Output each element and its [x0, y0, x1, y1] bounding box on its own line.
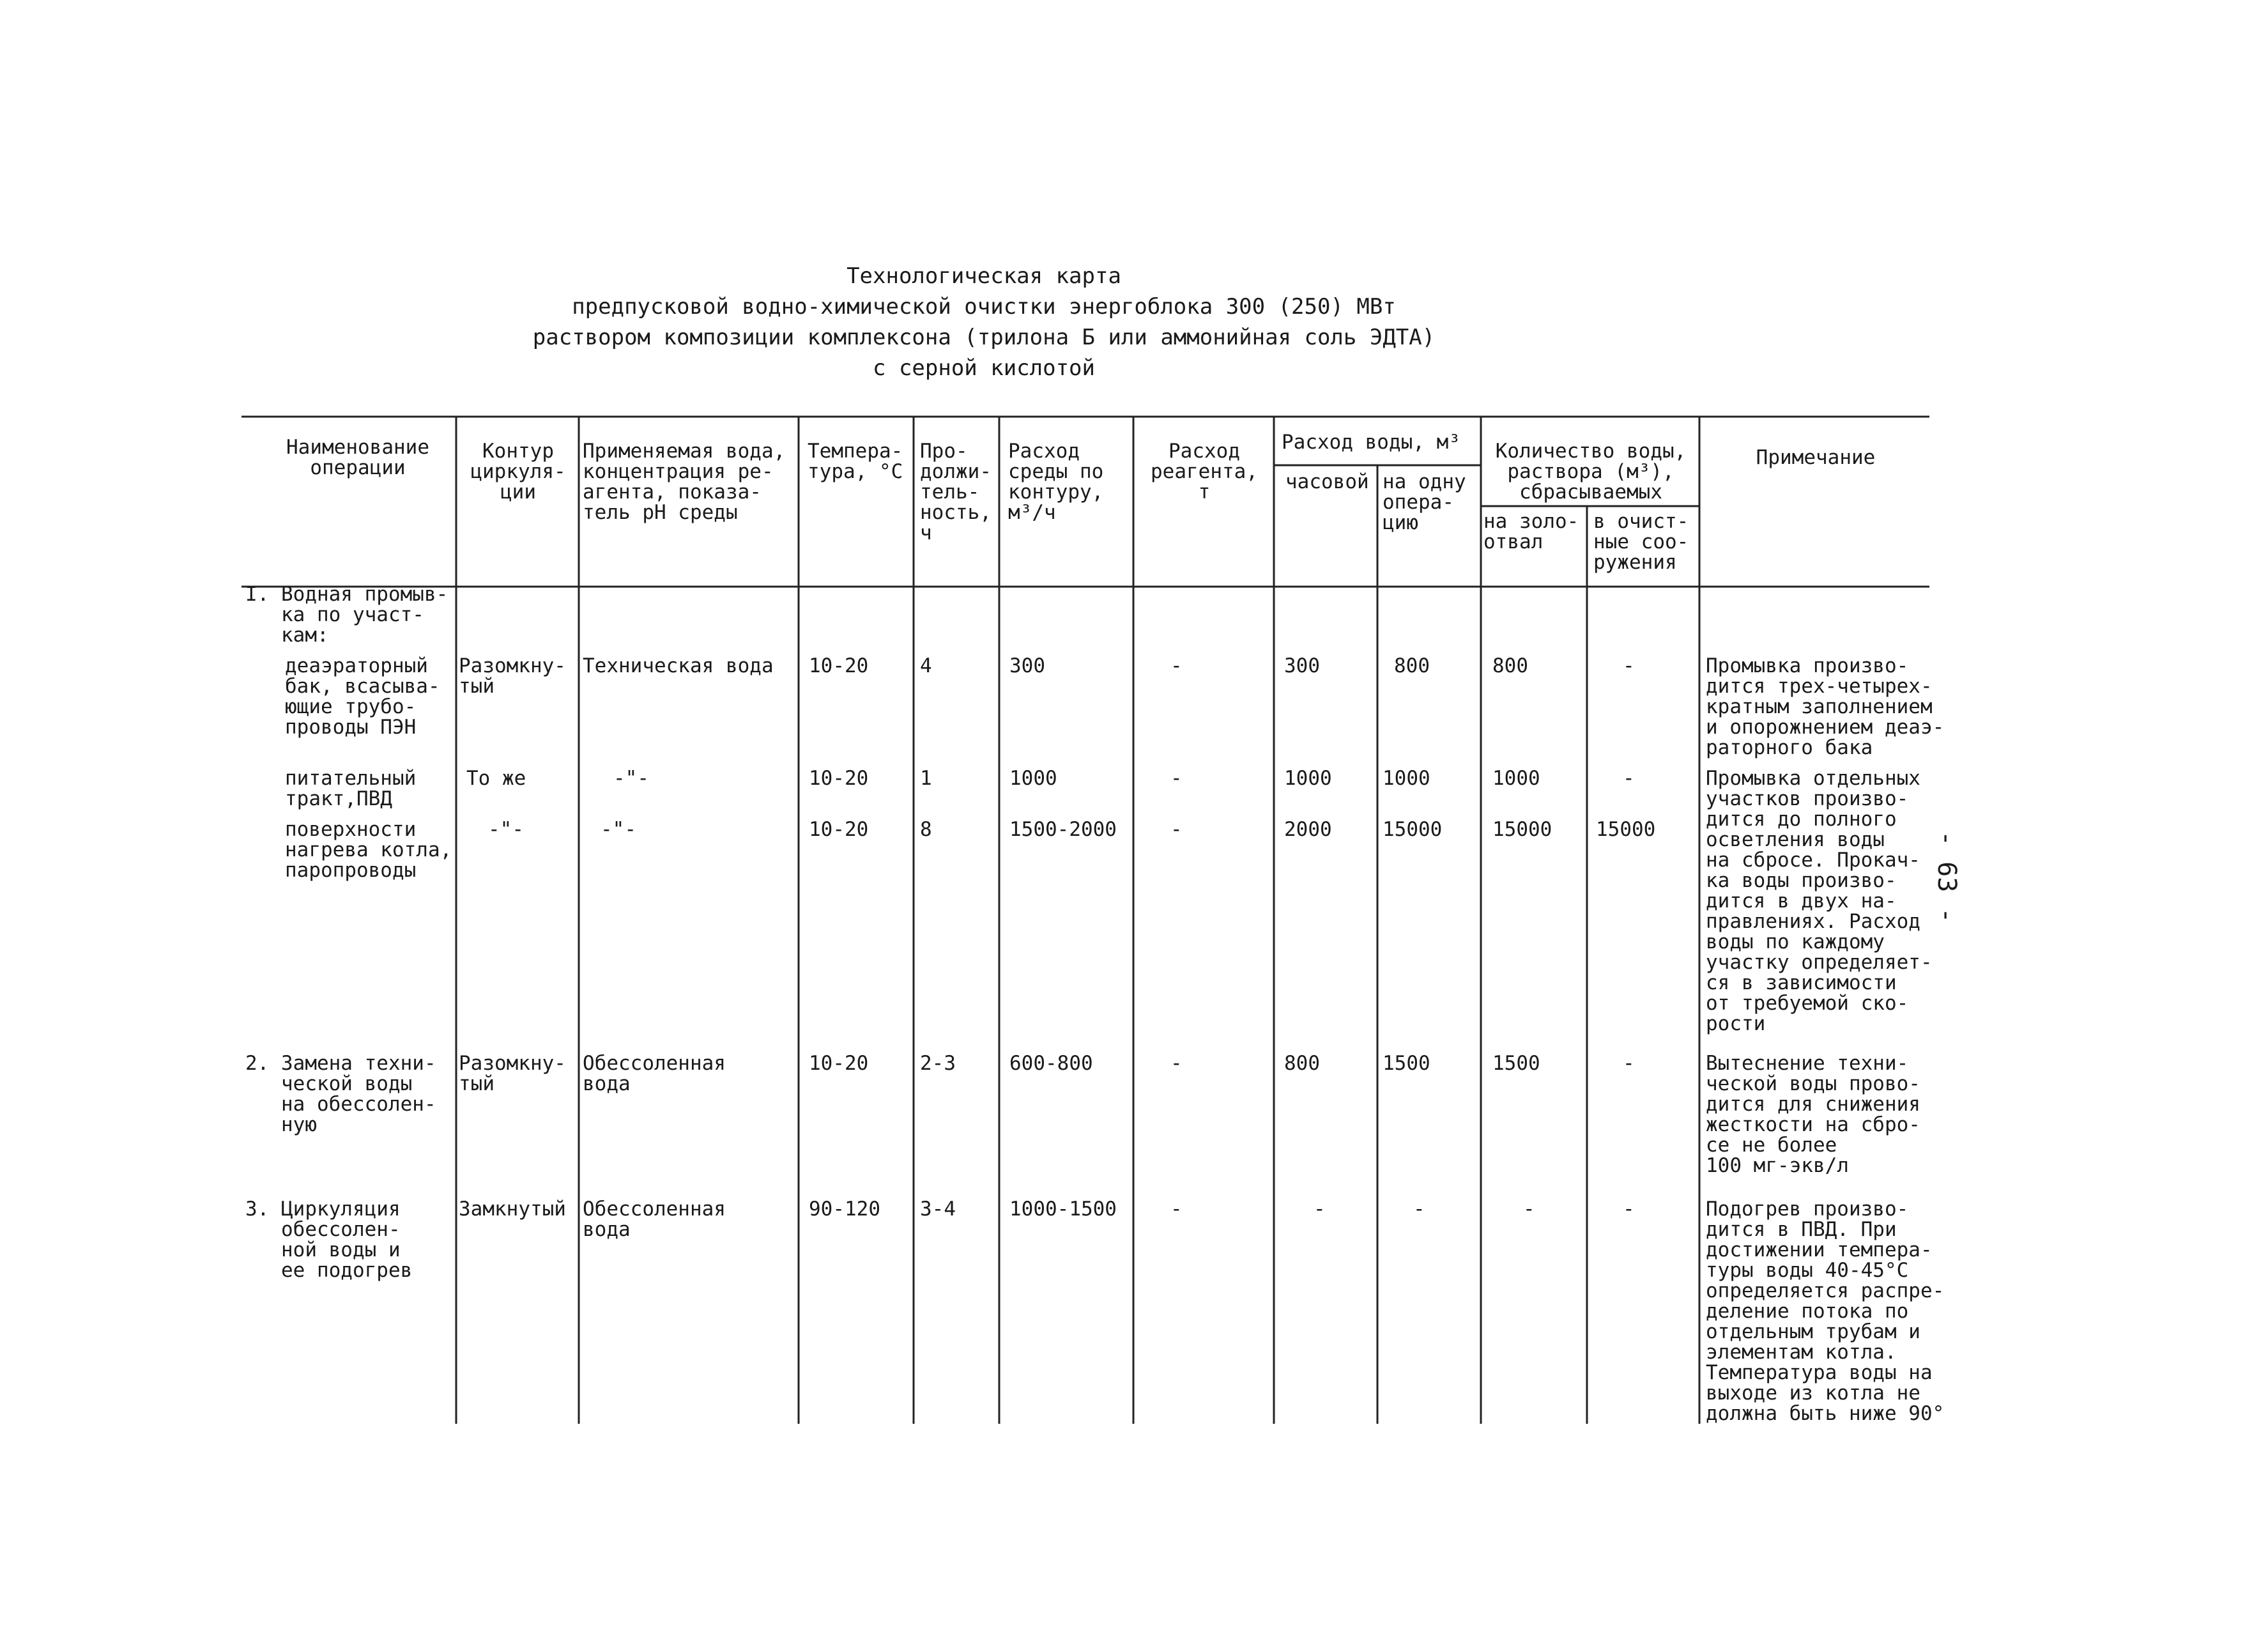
row-3-per-operation: 15000: [1383, 818, 1443, 841]
row-4-per-operation: 1500: [1383, 1052, 1430, 1075]
row-4-water: Обессоленная вода: [583, 1052, 726, 1095]
row-4-operation: 2. Замена техни- ческой воды на обессолен- ную: [245, 1052, 436, 1136]
row-1-water: Техническая вода: [583, 654, 774, 677]
row-4-to-ash: 1500: [1492, 1052, 1540, 1075]
row-5-circuit: Замкнутый: [459, 1198, 566, 1221]
row-5-per-operation: -: [1413, 1198, 1425, 1221]
row-4-duration: 2-3: [920, 1052, 956, 1075]
row-2-circuit: То же: [466, 767, 526, 790]
document-title: [383, 261, 1584, 383]
row-5-flow: 1000-1500: [1009, 1198, 1117, 1221]
row-5-to-ash: -: [1523, 1198, 1535, 1221]
row-4-flow: 600-800: [1009, 1052, 1093, 1075]
header-discharge: Количество воды, раствора (м³), сбрасываемых: [1495, 440, 1687, 504]
row-2-operation: питательный тракт,ПВД: [285, 767, 417, 810]
row-2-hourly: 1000: [1284, 767, 1332, 790]
header-note: Примечание: [1756, 446, 1876, 469]
row-2-water: -"-: [613, 767, 649, 790]
row-3-water: -"-: [601, 818, 636, 841]
row-2-per-operation: 1000: [1383, 767, 1430, 790]
row-1-per-operation: 800: [1394, 654, 1430, 677]
row-2-flow: 1000: [1009, 767, 1057, 790]
row-5-temperature: 90-120: [809, 1198, 880, 1221]
header-circuit: Контур циркуля- ции: [470, 440, 566, 504]
page-number: - 63 -: [1932, 831, 1961, 923]
row-2-duration: 1: [920, 767, 932, 790]
header-reagent: Расход реагента, т: [1151, 440, 1258, 504]
title-line-1: Технологическая карта: [847, 263, 1121, 289]
title-line-4: с серной кислотой: [873, 355, 1095, 381]
header-per-operation: на одну опера- цию: [1383, 470, 1466, 534]
header-duration: Про- должи- тель- ность, ч: [920, 440, 992, 544]
header-flow: Расход среды по контуру, м³/ч: [1008, 440, 1104, 524]
row-5-operation: 3. Циркуляция обессолен- ной воды и ее подогрев: [245, 1198, 413, 1282]
row-1-to-treatment: -: [1623, 654, 1635, 677]
row-3-operation: поверхности нагрева котла, паропроводы: [285, 818, 452, 882]
title-line-3: раствором композиции комплексона (трилона Б или аммонийная соль ЭДТА): [532, 325, 1436, 350]
header-to-ash: на золо- отвал: [1483, 510, 1579, 553]
row-2-to-ash: 1000: [1492, 767, 1540, 790]
header-temperature: Темпера- тура, °С: [808, 440, 903, 483]
row-3-hourly: 2000: [1284, 818, 1332, 841]
row-2-to-treatment: -: [1623, 767, 1635, 790]
row-1-circuit: Разомкну- тый: [459, 654, 566, 698]
row-4-circuit: Разомкну- тый: [459, 1052, 566, 1095]
row-section-1-operation: I. Водная промыв- ка по участ- кам:: [245, 583, 448, 647]
row-1-operation: деаэраторный бак, всасыва- ющие трубо- проводы ПЭН: [285, 654, 440, 739]
row-1-temperature: 10-20: [809, 654, 869, 677]
header-to-treatment: в очист- ные соо- ружения: [1593, 510, 1689, 574]
row-4-hourly: 800: [1284, 1052, 1320, 1075]
row-4-note: Вытеснение техни- ческой воды прово- дится для снижения жесткости на сбро- се не более 100 мг-экв/л: [1706, 1052, 1920, 1177]
row-2-reagent: -: [1170, 767, 1183, 790]
header-hourly: часовой: [1285, 470, 1369, 493]
row-5-water: Обессоленная вода: [583, 1198, 726, 1241]
row-2-note: Промывка отдельных участков произво- дится до полного осветления воды на сбросе. Прокач- ка воды произво- дится в двух на- правлениях. Расход воды по каждому участку определяет- ся в зависимости от требуемой ско- рости: [1706, 767, 1933, 1035]
row-1-note: Промывка произво- дится трех-четырех- кратным заполнением и опорожнением деаэ- раторного бака: [1706, 654, 1945, 759]
row-4-temperature: 10-20: [809, 1052, 869, 1075]
row-1-hourly: 300: [1284, 654, 1320, 677]
row-5-reagent: -: [1170, 1198, 1183, 1221]
header-operation: Наименование операции: [286, 436, 429, 479]
row-1-reagent: -: [1170, 654, 1183, 677]
row-3-flow: 1500-2000: [1009, 818, 1117, 841]
header-water: Применяемая вода, концентрация ре- агента, показа- тель рН среды: [583, 440, 786, 524]
row-4-reagent: -: [1170, 1052, 1183, 1075]
row-3-reagent: -: [1170, 818, 1183, 841]
row-1-flow: 300: [1009, 654, 1045, 677]
row-1-to-ash: 800: [1492, 654, 1528, 677]
row-2-temperature: 10-20: [809, 767, 869, 790]
row-3-duration: 8: [920, 818, 932, 841]
row-5-to-treatment: -: [1623, 1198, 1635, 1221]
row-3-temperature: 10-20: [809, 818, 869, 841]
row-3-circuit: -"-: [488, 818, 524, 841]
row-5-note: Подогрев произво- дится в ПВД. При достижении темпера- туры воды 40-45°С определяется распре- деление потока по отдельным трубам и элементам котла. Температура воды на выходе из котла не должна быть ниже 90°: [1706, 1198, 1945, 1425]
title-line-2: предпусковой водно-химической очистки энергоблока 300 (250) МВт: [572, 294, 1396, 320]
row-5-hourly: -: [1314, 1198, 1326, 1221]
header-water-flow: Расход воды, м³: [1282, 431, 1460, 454]
row-1-duration: 4: [920, 654, 932, 677]
row-3-to-treatment: 15000: [1596, 818, 1656, 841]
row-5-duration: 3-4: [920, 1198, 956, 1221]
row-3-to-ash: 15000: [1492, 818, 1552, 841]
row-4-to-treatment: -: [1623, 1052, 1635, 1075]
